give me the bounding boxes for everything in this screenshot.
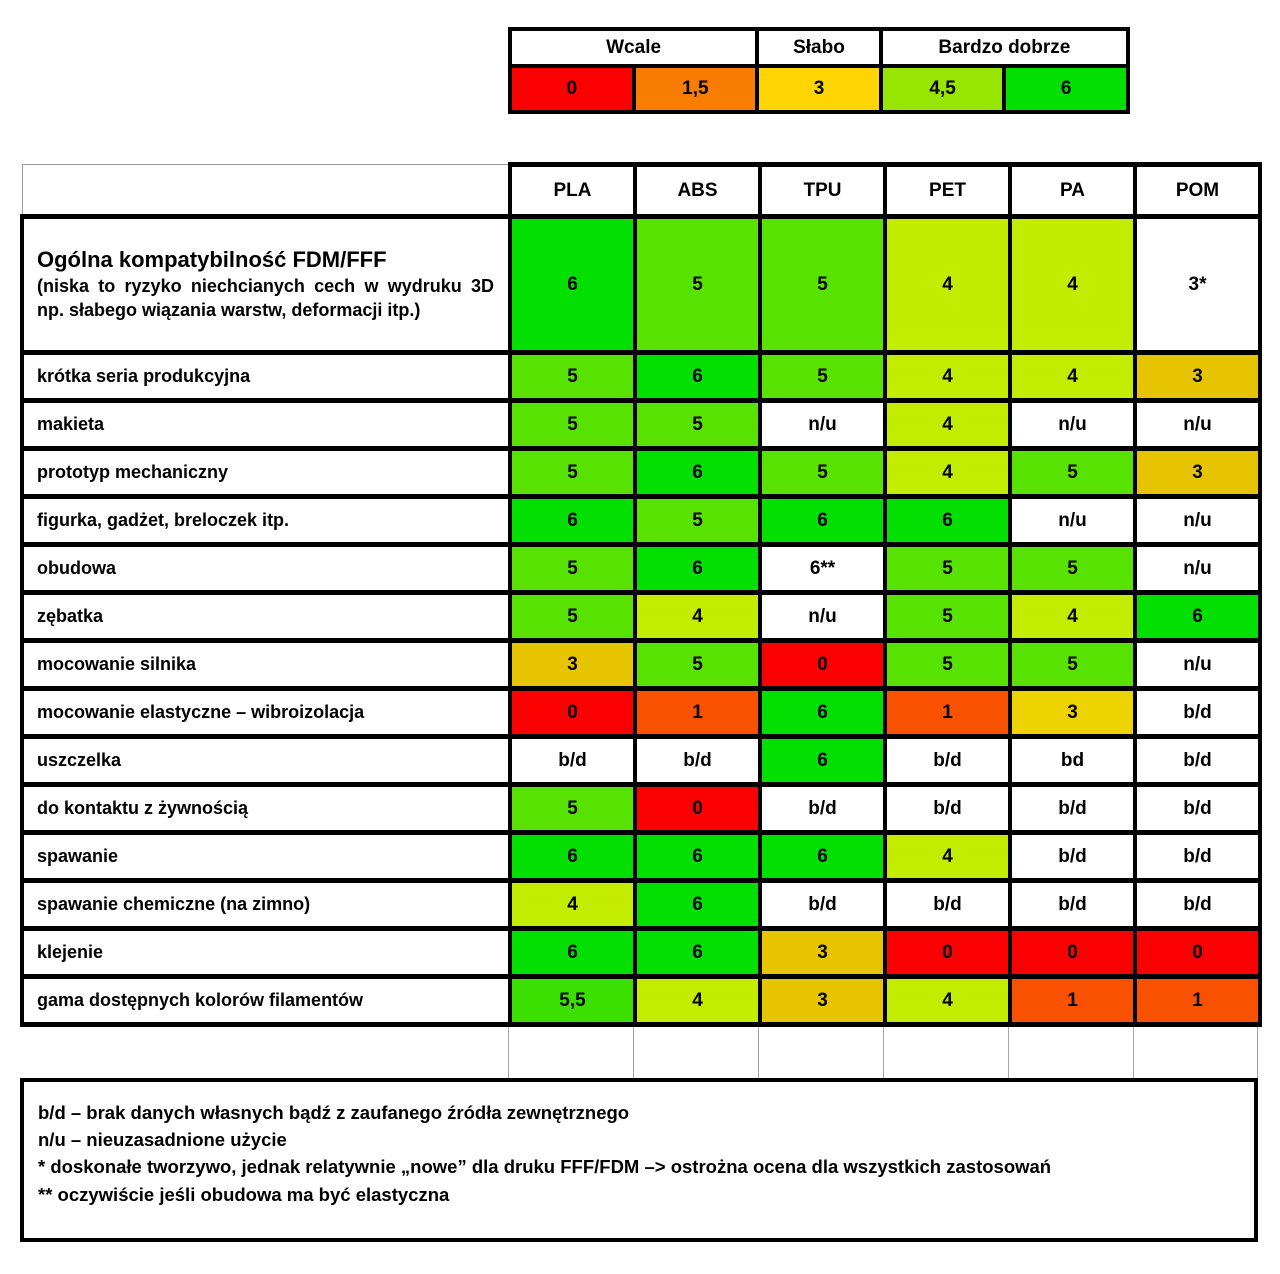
score-cell: 4 xyxy=(635,977,760,1025)
row-label: figurka, gadżet, breloczek itp. xyxy=(22,497,510,545)
page xyxy=(0,27,1280,1274)
table-row xyxy=(22,401,1260,449)
score-cell: b/d xyxy=(760,881,885,929)
score-cell: 6 xyxy=(760,689,885,737)
table-row xyxy=(22,353,1260,401)
score-cell: b/d xyxy=(1010,881,1135,929)
score-cell: 6 xyxy=(635,545,760,593)
legend-swatch-0: 0 xyxy=(510,66,634,112)
legend-label-row xyxy=(510,29,1128,66)
score-cell: 6 xyxy=(510,833,635,881)
score-cell: 4 xyxy=(885,833,1010,881)
legend-color-row xyxy=(510,66,1128,112)
note-nu: n/u – nieuzasadnione użycie xyxy=(38,1129,287,1151)
score-cell: 4 xyxy=(1010,217,1135,353)
column-header-pom: POM xyxy=(1135,165,1260,217)
score-cell: 5 xyxy=(510,401,635,449)
material-header-row xyxy=(22,165,1260,217)
footnotes-box xyxy=(20,1078,1258,1242)
score-cell: 1 xyxy=(1010,977,1135,1025)
score-cell: 5 xyxy=(635,641,760,689)
grid-line-cell xyxy=(508,1027,633,1078)
row-label: mocowanie elastyczne – wibroizolacja xyxy=(22,689,510,737)
score-cell: 6 xyxy=(635,449,760,497)
score-cell: b/d xyxy=(885,737,1010,785)
score-cell: 5 xyxy=(510,449,635,497)
note-dbl-asterisk: ** oczywiście jeśli obudowa ma być elastyczna xyxy=(38,1183,450,1205)
score-cell: 6 xyxy=(885,497,1010,545)
score-cell: 6 xyxy=(510,929,635,977)
grid-line-cell xyxy=(1133,1027,1258,1078)
corner-cell xyxy=(22,165,510,217)
score-cell: 5 xyxy=(510,353,635,401)
score-cell: 4 xyxy=(885,401,1010,449)
score-cell: b/d xyxy=(1135,881,1260,929)
grid-line-cell xyxy=(758,1027,883,1078)
table-row xyxy=(22,833,1260,881)
score-cell: n/u xyxy=(1135,401,1260,449)
score-cell: 5 xyxy=(635,497,760,545)
score-cell: 0 xyxy=(635,785,760,833)
score-table xyxy=(20,162,1262,1027)
score-cell: n/u xyxy=(1135,641,1260,689)
score-cell: b/d xyxy=(1135,737,1260,785)
score-cell: 4 xyxy=(885,977,1010,1025)
row-label: do kontaktu z żywnością xyxy=(22,785,510,833)
score-cell: 3 xyxy=(1010,689,1135,737)
score-cell: 5 xyxy=(635,217,760,353)
score-cell: n/u xyxy=(760,401,885,449)
column-header-abs: ABS xyxy=(635,165,760,217)
grid-line-cell xyxy=(883,1027,1008,1078)
score-cell: b/d xyxy=(1135,689,1260,737)
table-row xyxy=(22,881,1260,929)
column-header-pla: PLA xyxy=(510,165,635,217)
legend-label-bardzo-dobrze: Bardzo dobrze xyxy=(881,29,1128,66)
score-cell: 5 xyxy=(510,785,635,833)
row-label xyxy=(22,217,510,353)
table-row xyxy=(22,689,1260,737)
score-cell: 6 xyxy=(760,497,885,545)
score-cell: 3 xyxy=(760,977,885,1025)
grid-line-cell xyxy=(1008,1027,1133,1078)
row-label: obudowa xyxy=(22,545,510,593)
table-row xyxy=(22,593,1260,641)
grid-line-cell xyxy=(633,1027,758,1078)
score-cell: 6 xyxy=(635,353,760,401)
row-label: zębatka xyxy=(22,593,510,641)
score-cell: 5 xyxy=(635,401,760,449)
score-cell: 5,5 xyxy=(510,977,635,1025)
score-cell: b/d xyxy=(760,785,885,833)
score-table-body xyxy=(22,217,1260,1025)
empty-grid-strip xyxy=(508,1027,1259,1078)
row-label: uszczelka xyxy=(22,737,510,785)
score-cell: 6** xyxy=(760,545,885,593)
score-cell: 4 xyxy=(885,353,1010,401)
legend-swatch-1-5: 1,5 xyxy=(634,66,758,112)
score-cell: 5 xyxy=(1010,641,1135,689)
score-cell: n/u xyxy=(1135,497,1260,545)
score-cell: 6 xyxy=(635,833,760,881)
score-cell: 3 xyxy=(760,929,885,977)
row-label: makieta xyxy=(22,401,510,449)
score-cell: 4 xyxy=(635,593,760,641)
score-cell: n/u xyxy=(760,593,885,641)
table-row xyxy=(22,217,1260,353)
score-cell: 4 xyxy=(1010,593,1135,641)
score-cell: 5 xyxy=(885,641,1010,689)
column-header-pa: PA xyxy=(1010,165,1135,217)
legend-swatch-3: 3 xyxy=(757,66,881,112)
score-cell: 3 xyxy=(1135,353,1260,401)
score-cell: bd xyxy=(1010,737,1135,785)
score-cell: 4 xyxy=(1010,353,1135,401)
table-row xyxy=(22,641,1260,689)
note-bd: b/d – brak danych własnych bądź z zaufanego źródła zewnętrznego xyxy=(38,1102,630,1123)
score-cell: 6 xyxy=(760,833,885,881)
score-cell: 1 xyxy=(635,689,760,737)
score-cell: 6 xyxy=(635,929,760,977)
legend-label-wcale: Wcale xyxy=(510,29,757,66)
score-cell: 0 xyxy=(1010,929,1135,977)
score-cell: 5 xyxy=(1010,449,1135,497)
row-label: krótka seria produkcyjna xyxy=(22,353,510,401)
score-cell: b/d xyxy=(510,737,635,785)
table-row xyxy=(22,449,1260,497)
row-label: spawanie xyxy=(22,833,510,881)
score-cell: b/d xyxy=(1010,785,1135,833)
score-cell: 5 xyxy=(885,593,1010,641)
legend-swatch-6: 6 xyxy=(1004,66,1128,112)
score-cell: 6 xyxy=(760,737,885,785)
score-cell: 5 xyxy=(885,545,1010,593)
table-row xyxy=(22,497,1260,545)
row-label: spawanie chemiczne (na zimno) xyxy=(22,881,510,929)
score-cell: 5 xyxy=(1010,545,1135,593)
score-cell: 4 xyxy=(885,217,1010,353)
score-cell: 6 xyxy=(510,217,635,353)
legend-label-slabo: Słabo xyxy=(757,29,881,66)
table-row xyxy=(22,785,1260,833)
score-cell: 0 xyxy=(510,689,635,737)
table-row xyxy=(22,929,1260,977)
score-cell: 5 xyxy=(510,593,635,641)
note-asterisk: * doskonałe tworzywo, jednak relatywnie „nowe” dla druku FFF/FDM –> ostrożna ocena dla wszystkich zastosowań xyxy=(38,1156,1052,1178)
row-title: Ogólna kompatybilność FDM/FFF xyxy=(37,247,387,273)
score-cell: b/d xyxy=(1010,833,1135,881)
score-cell: 1 xyxy=(885,689,1010,737)
table-row xyxy=(22,977,1260,1025)
row-label: gama dostępnych kolorów filamentów xyxy=(22,977,510,1025)
score-cell: 4 xyxy=(885,449,1010,497)
score-cell: 6 xyxy=(510,497,635,545)
row-subtitle: (niska to ryzyko niechcianych cech w wydruku 3D np. słabego wiązania warstw, deformacji itp.) xyxy=(37,276,494,320)
score-cell: b/d xyxy=(885,785,1010,833)
row-label: klejenie xyxy=(22,929,510,977)
score-cell: 6 xyxy=(1135,593,1260,641)
score-cell: 6 xyxy=(635,881,760,929)
score-cell: b/d xyxy=(885,881,1010,929)
score-cell: 4 xyxy=(510,881,635,929)
score-cell: n/u xyxy=(1135,545,1260,593)
column-header-tpu: TPU xyxy=(760,165,885,217)
score-cell: 0 xyxy=(1135,929,1260,977)
table-row xyxy=(22,737,1260,785)
row-label: prototyp mechaniczny xyxy=(22,449,510,497)
score-cell: 5 xyxy=(510,545,635,593)
score-cell: 5 xyxy=(760,449,885,497)
legend-swatch-4-5: 4,5 xyxy=(881,66,1005,112)
row-label: mocowanie silnika xyxy=(22,641,510,689)
legend-table xyxy=(508,27,1130,114)
score-cell: 0 xyxy=(885,929,1010,977)
score-cell: b/d xyxy=(1135,833,1260,881)
score-cell: b/d xyxy=(1135,785,1260,833)
score-cell: n/u xyxy=(1010,401,1135,449)
score-cell: 0 xyxy=(760,641,885,689)
table-row xyxy=(22,545,1260,593)
column-header-pet: PET xyxy=(885,165,1010,217)
score-cell: 1 xyxy=(1135,977,1260,1025)
score-cell: 3 xyxy=(510,641,635,689)
score-cell: n/u xyxy=(1010,497,1135,545)
score-cell: 5 xyxy=(760,217,885,353)
score-cell: 3* xyxy=(1135,217,1260,353)
score-cell: 3 xyxy=(1135,449,1260,497)
score-cell: 5 xyxy=(760,353,885,401)
score-cell: b/d xyxy=(635,737,760,785)
